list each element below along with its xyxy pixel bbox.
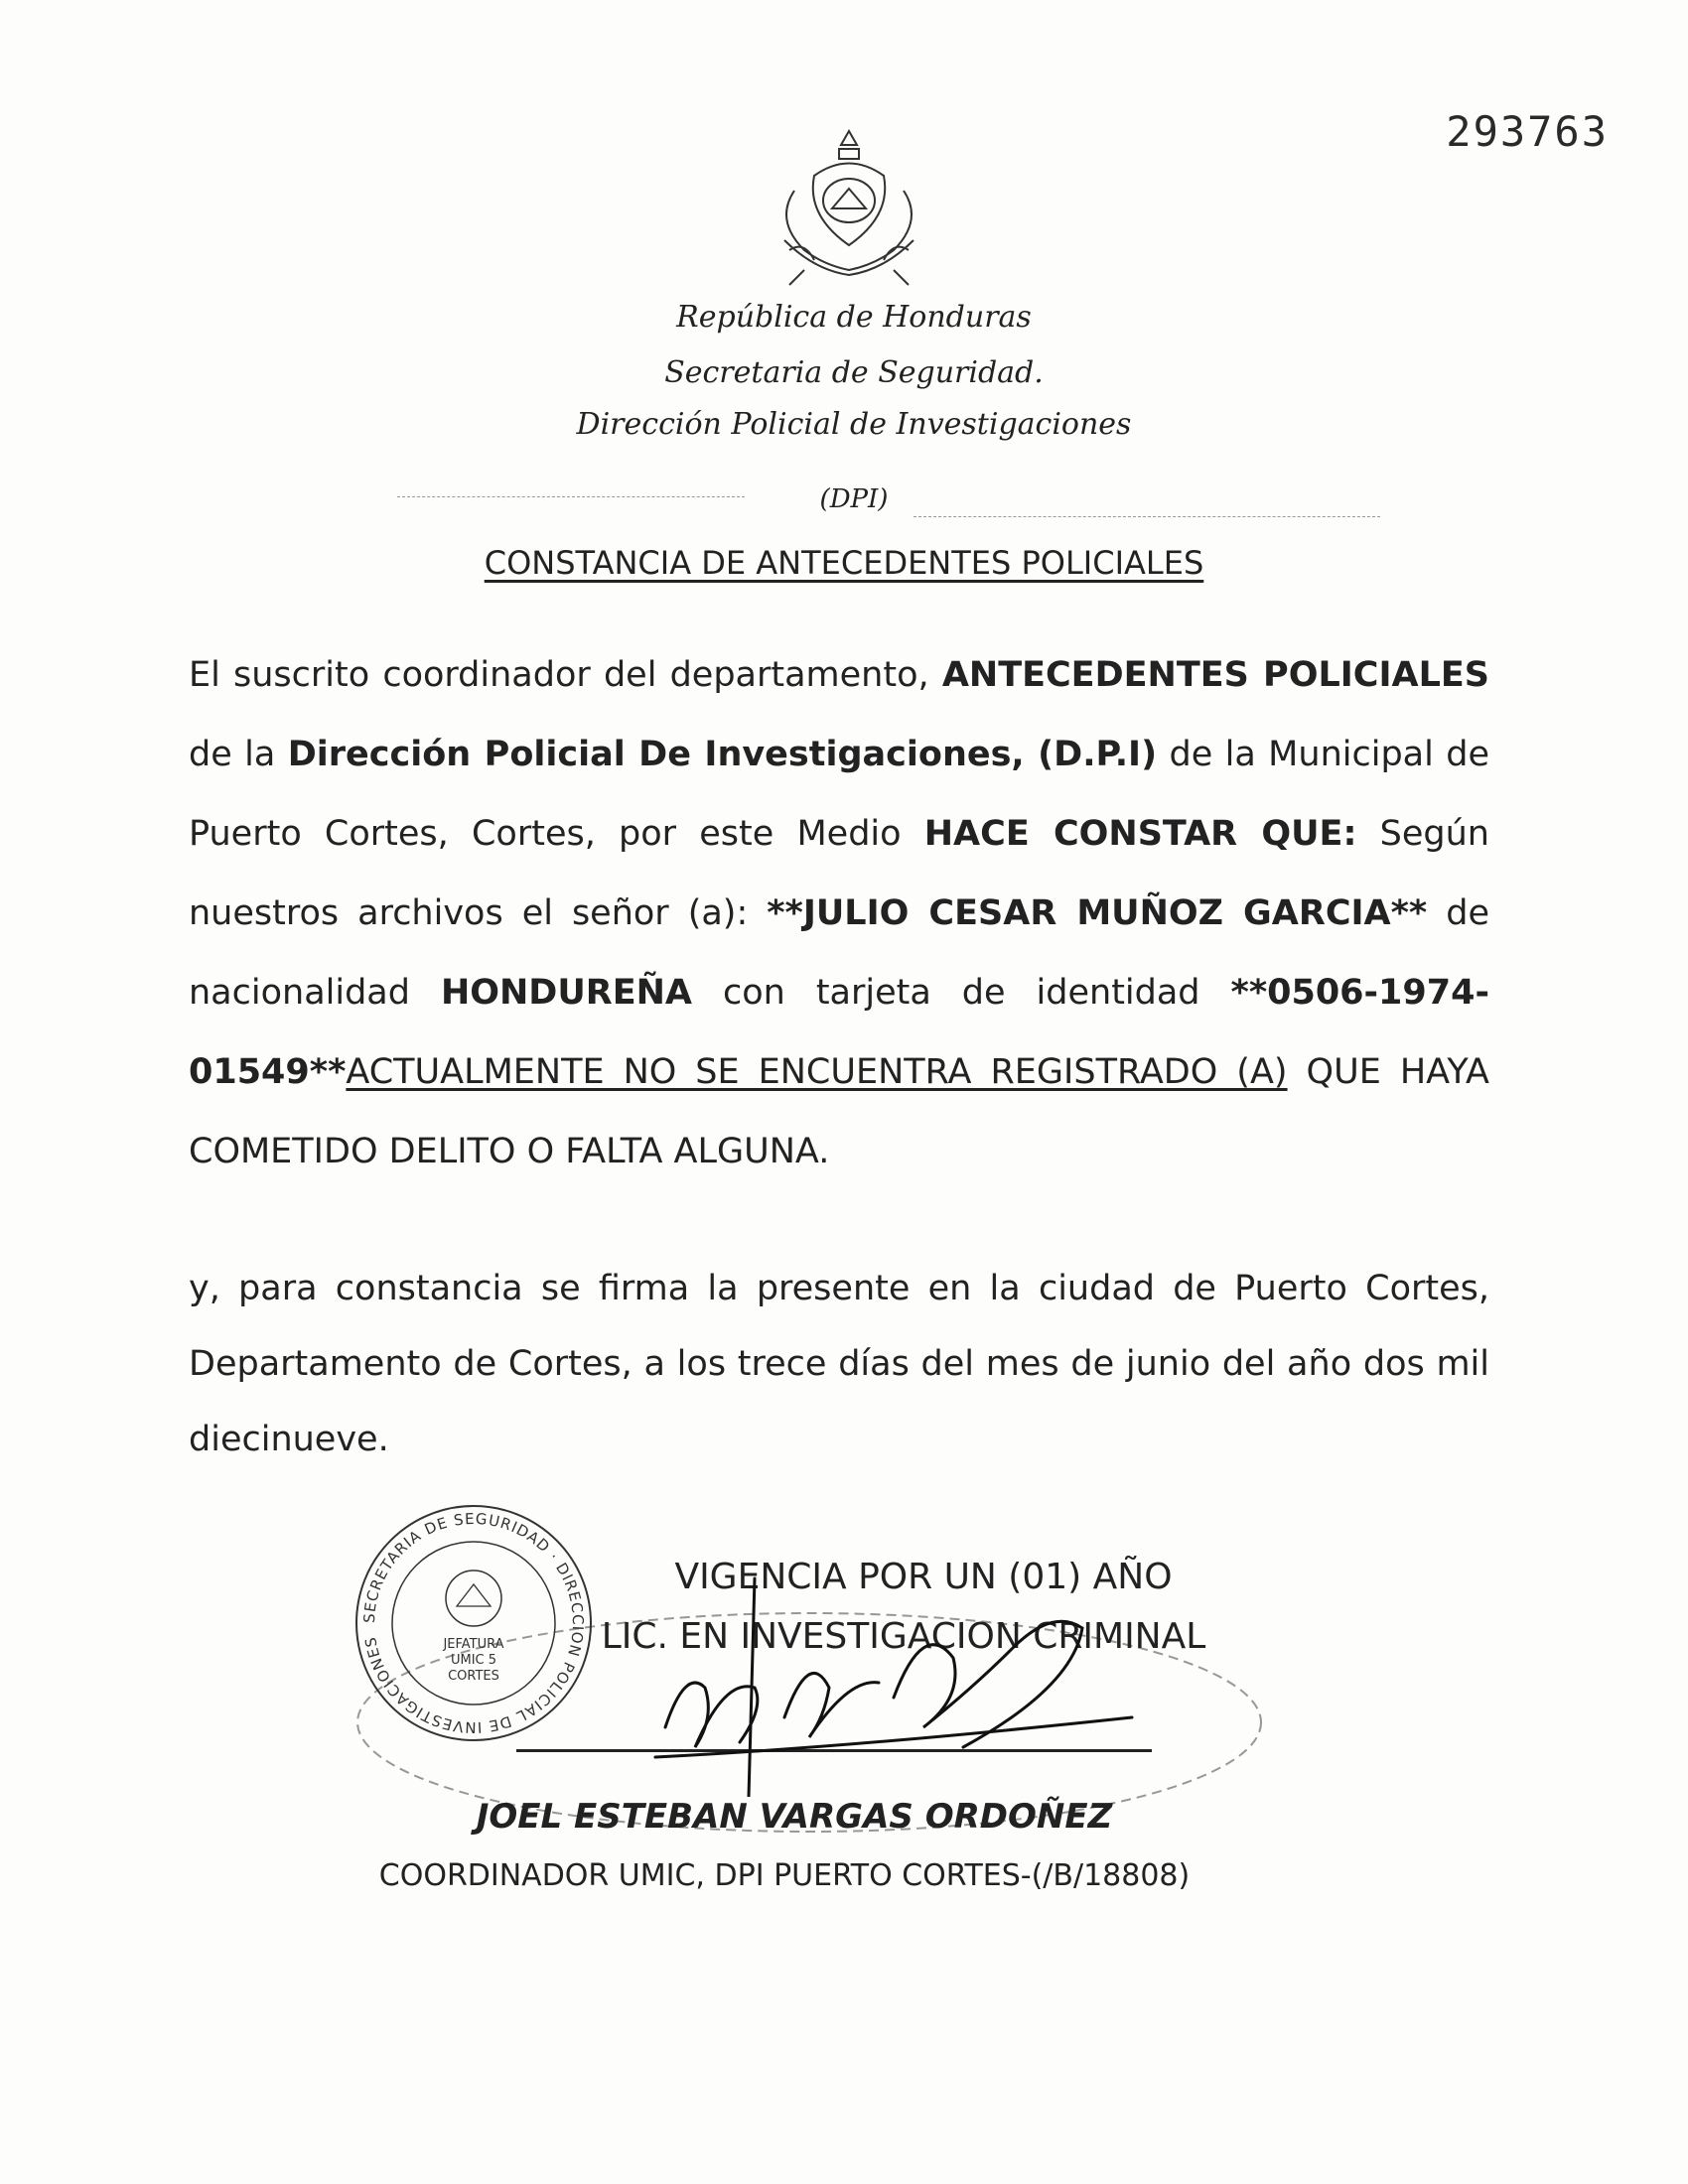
signatory-name: JOEL ESTEBAN VARGAS ORDOÑEZ: [476, 1797, 1113, 1837]
handwritten-signature: [635, 1569, 1152, 1797]
body-text: de nacionalidad: [189, 893, 1489, 1013]
closing-paragraph: y, para constancia se firma la presente en la ciudad de Puerto Cortes, Departamento de Cortes, a los trece días del mes de junio del año dos mil diecinueve.: [189, 1269, 1489, 1459]
person-name: **JULIO CESAR MUÑOZ GARCIA**: [767, 893, 1428, 933]
body-bold-department: ANTECEDENTES POLICIALES: [941, 655, 1489, 695]
body-bold-hace-constar: HACE CONSTAR QUE:: [923, 814, 1357, 854]
header-republica: República de Honduras: [676, 300, 1032, 335]
record-status: ACTUALMENTE NO SE ENCUENTRA REGISTRADO (A): [346, 1052, 1288, 1092]
header-dpi: (DPI): [819, 484, 889, 514]
nationality: HONDUREÑA: [440, 973, 693, 1013]
certificate-body: [189, 635, 1489, 1191]
stamp-inner-line2: UMIC 5: [450, 1653, 497, 1668]
signatory-title: COORDINADOR UMIC, DPI PUERTO CORTES-(/B/18808): [378, 1858, 1191, 1893]
body-text: QUE HAYA COMETIDO DELITO O FALTA ALGUNA.: [189, 1052, 1489, 1171]
body-text: de la: [189, 735, 288, 774]
stamp-inner-line1: JEFATURA: [443, 1637, 504, 1652]
coat-of-arms-icon: [755, 121, 943, 300]
body-text: El suscrito coordinador del departamento,: [189, 655, 942, 695]
body-text: de la Municipal de Puerto Cortes, Cortes, por este Medio: [189, 735, 1489, 854]
serial-number: 293763: [1446, 107, 1609, 156]
degree-line: LIC. EN INVESTIGACION CRIMINAL: [601, 1616, 1206, 1657]
stamp-inner-line3: CORTES: [448, 1669, 499, 1684]
header-direccion: Dirección Policial de Investigaciones: [576, 407, 1132, 442]
stamp-outer-text: SECRETARIA DE SEGURIDAD · DIRECCION POLICIAL DE INVESTIGACIONES: [359, 1509, 588, 1737]
validity-line: VIGENCIA POR UN (01) AÑO: [674, 1557, 1173, 1597]
document-title: CONSTANCIA DE ANTECEDENTES POLICIALES: [484, 544, 1204, 582]
body-bold-direccion: Dirección Policial De Investigaciones, (D.P.I): [287, 735, 1158, 774]
identity-number: **0506-1974-01549**: [189, 973, 1489, 1092]
header-divider-right: [914, 516, 1380, 517]
header-secretaria: Secretaria de Seguridad.: [664, 355, 1044, 390]
body-text: con tarjeta de identidad: [692, 973, 1231, 1013]
body-text: Según nuestros archivos el señor (a):: [189, 814, 1489, 933]
